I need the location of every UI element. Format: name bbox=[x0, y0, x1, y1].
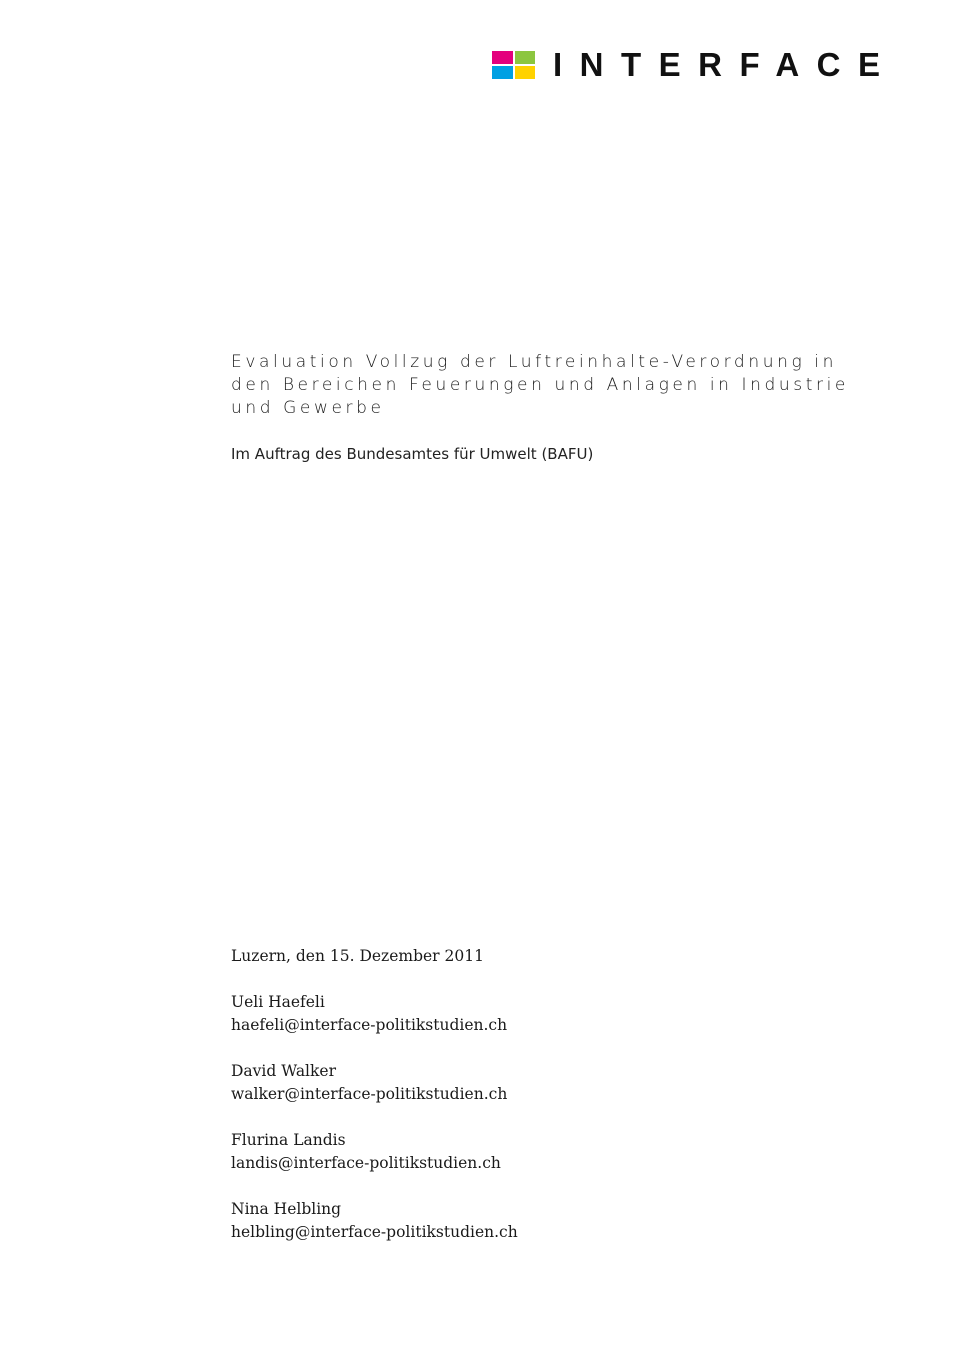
logo-wordmark: INTERFACE bbox=[553, 46, 898, 83]
author-entry bbox=[231, 1060, 518, 1106]
author-name: Ueli Haefeli bbox=[231, 993, 325, 1011]
author-name: Nina Helbling bbox=[231, 1200, 342, 1218]
author-footer bbox=[231, 945, 518, 1267]
report-title-line: und Gewerbe bbox=[231, 398, 385, 418]
author-email[interactable]: helbling@interface-politikstudien.ch bbox=[231, 1223, 518, 1241]
logo-color-squares-icon bbox=[492, 51, 535, 79]
logo-square-blue bbox=[492, 66, 513, 79]
author-email[interactable]: haefeli@interface-politikstudien.ch bbox=[231, 1016, 508, 1034]
logo-square-yellow bbox=[515, 66, 536, 79]
author-name: David Walker bbox=[231, 1062, 336, 1080]
title-block bbox=[231, 351, 851, 464]
author-email[interactable]: walker@interface-politikstudien.ch bbox=[231, 1085, 508, 1103]
author-email[interactable]: landis@interface-politikstudien.ch bbox=[231, 1154, 501, 1172]
report-title-line: den Bereichen Feuerungen und Anlagen in Industrie bbox=[231, 375, 849, 395]
logo-square-magenta bbox=[492, 51, 513, 64]
author-name: Flurina Landis bbox=[231, 1131, 346, 1149]
author-entry bbox=[231, 1198, 518, 1244]
place-date: Luzern, den 15. Dezember 2011 bbox=[231, 947, 484, 965]
interface-logo bbox=[492, 46, 898, 83]
report-title-line: Evaluation Vollzug der Luftreinhalte-Verordnung in bbox=[231, 352, 837, 372]
author-entry bbox=[231, 991, 518, 1037]
author-entry bbox=[231, 1129, 518, 1175]
report-title bbox=[231, 351, 851, 420]
logo-square-green bbox=[515, 51, 536, 64]
report-subtitle: Im Auftrag des Bundesamtes für Umwelt (BAFU) bbox=[231, 445, 594, 463]
